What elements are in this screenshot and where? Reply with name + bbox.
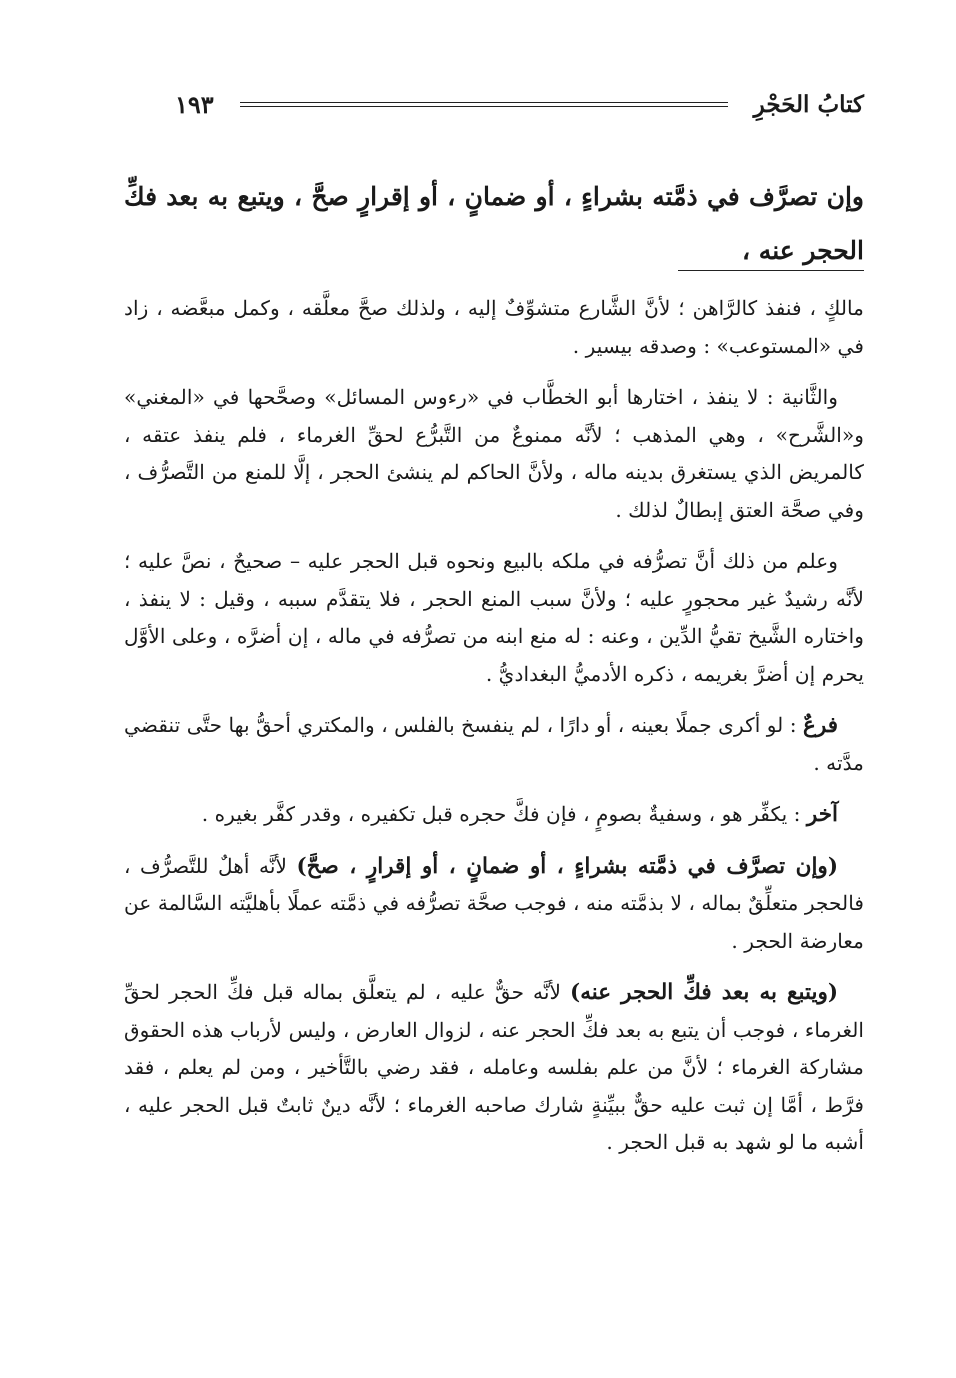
header-rule xyxy=(240,102,728,107)
commentary-body xyxy=(124,290,864,1176)
matn-text: وإن تصرَّف في ذمَّته بشراءٍ ، أو ضمانٍ ، أو إقرارٍ صحَّ ، ويتبع به بعد فكِّ الحجر عنه ، xyxy=(124,182,864,265)
paragraph-4-text: : لو أكرى جملًا بعينه ، أو دارًا ، لم ينفسخ بالفلس ، والمكتري أحقُّ بها حتَّى تنقضي مدَّته . xyxy=(124,713,864,775)
paragraph-7 xyxy=(124,974,864,1162)
paragraph-4-lead: فرعٌ xyxy=(803,713,838,738)
paragraph-2-text: والثَّانية : لا ينفذ ، اختارها أبو الخطَّاب في «رءوس المسائل» وصحَّحها في «المغني» و«الشَّرح» ، وهي المذهب ؛ لأنَّه ممنوعٌ من التَّبرُّع لحقِّ الغرماء ، فلم ينفذ عتقه ، كالمريض الذي يستغرق بدينه ماله ، ولأنَّ الحاكم لم ينشئ الحجر ، إلَّا للمنع من التَّصرُّف ، وفي صحَّة العتق إبطالٌ لذلك . xyxy=(124,385,864,522)
paragraph-6-text: لأنَّه أهلٌ للتَّصرُّف ، فالحجر متعلِّقٌ بماله ، لا بذمَّته منه ، فوجب صحَّة تصرُّفه في ذمَّته عملًا بأهليَّته السَّالمة عن معارضة الحجر . xyxy=(124,853,864,953)
paragraph-5 xyxy=(124,796,864,834)
paragraph-5-text: : يكفِّر هو ، وسفيةٌ بصومٍ ، فإن فكَّ حجره قبل تكفيره ، وقدر كفَّر بغيره . xyxy=(201,802,807,826)
paragraph-2 xyxy=(124,379,864,529)
running-header xyxy=(175,84,864,124)
paragraph-7-lead: (ويتبع به بعد فكِّ الحجر عنه) xyxy=(570,980,838,1005)
matn-separator-rule xyxy=(678,270,864,271)
page-number: ١٩٣ xyxy=(175,89,214,119)
paragraph-3-text: وعلم من ذلك أنَّ تصرُّفه في ملكه بالبيع ونحوه قبل الحجر عليه – صحيحٌ ، نصَّ عليه ؛ لأنَّه رشيدٌ غير محجورٍ عليه ؛ ولأنَّ سبب المنع الحجر ، فلا يتقدَّم سببه ، وقيل : لا ينفذ ، واختاره الشَّيخ تقيُّ الدِّين ، وعنه : له منع ابنه من تصرُّفه في ماله ، إن أضرَّه ، وعلى الأوَّل يحرم إن أضرَّ بغريمه ، ذكره الأدميُّ البغداديُّ . xyxy=(124,549,864,686)
paragraph-1-text: مالكٍ ، فنفذ كالرَّاهن ؛ لأنَّ الشَّارع متشوِّفٌ إليه ، ولذلك صحَّ معلَّقه ، وكمل مبعَّضه ، زاد في «المستوعب» : وصدقه بيسير . xyxy=(124,296,864,358)
paragraph-1 xyxy=(124,290,864,365)
paragraph-6 xyxy=(124,848,864,961)
paragraph-5-lead: آخر xyxy=(806,802,838,827)
paragraph-3 xyxy=(124,543,864,693)
paragraph-7-text: لأنَّه حقٌّ عليه ، لم يتعلَّق بماله قبل فكِّ الحجر لحقِّ الغرماء ، فوجب أن يتبع به بعد فكِّ الحجر عنه ، لزوال العارض ، وليس لأرباب هذه الحقوق مشاركة الغرماء ؛ لأنَّ من علم بفلسه وعامله ، فقد رضي بالتَّأخير ، ومن لم يعلم ، فقد فرَّط ، أمَّا إن ثبت عليه حقٌّ ببيِّنةٍ شارك صاحبه الغرماء ؛ لأنَّه دينٌ ثابتٌ قبل الحجر عليه ، أشبه ما لو شهد به قبل الحجر . xyxy=(124,980,864,1154)
paragraph-6-lead: (وإن تصرَّف في ذمَّته بشراءٍ ، أو ضمانٍ ، أو إقرارٍ ، صحَّ) xyxy=(296,853,838,879)
paragraph-4 xyxy=(124,707,864,782)
header-title: كتابُ الحَجْرِ xyxy=(753,90,864,118)
